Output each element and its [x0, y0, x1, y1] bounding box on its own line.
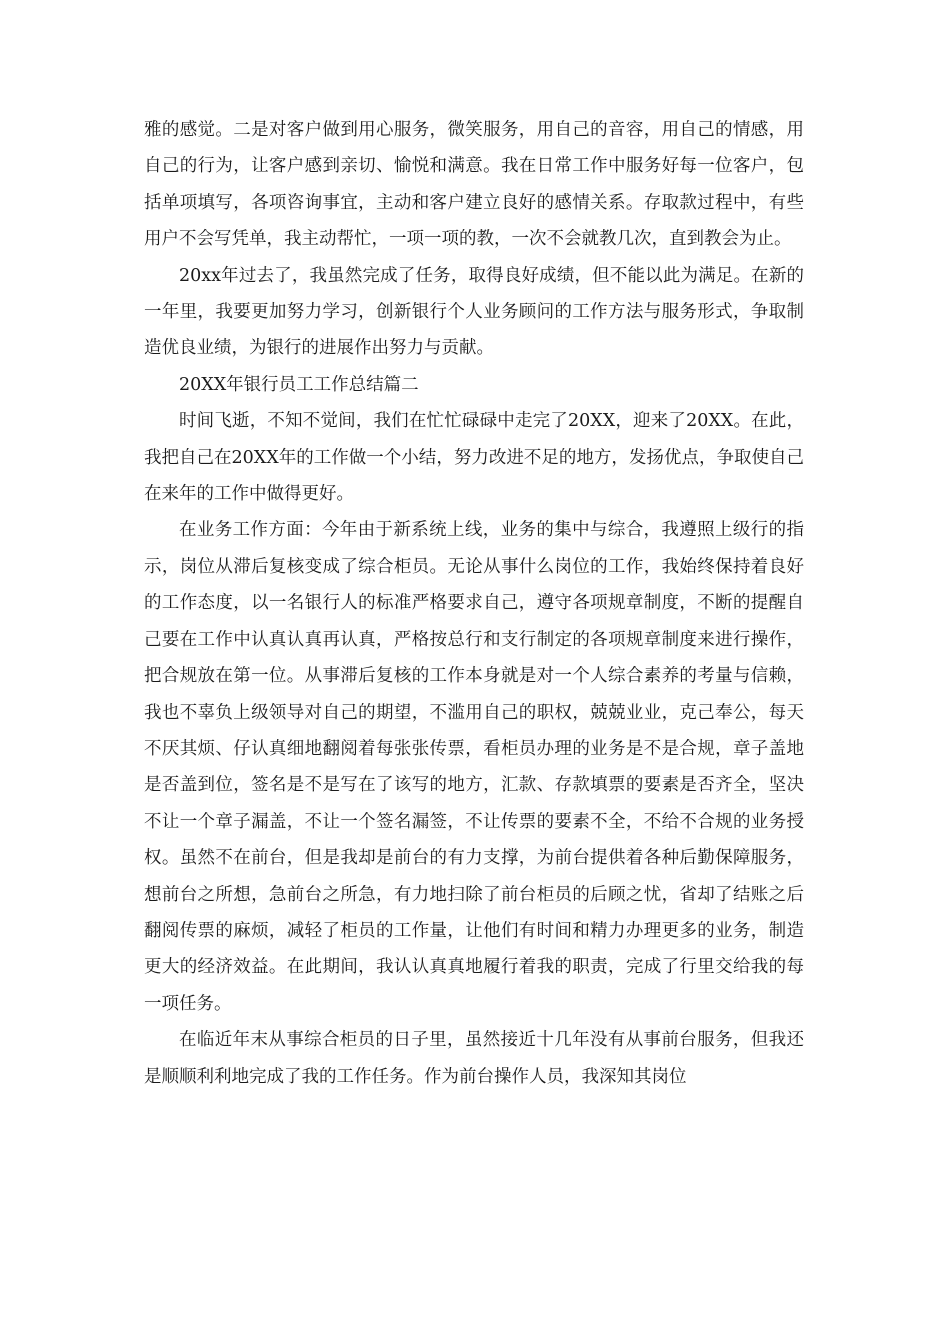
paragraph-business-work: 在业务工作方面：今年由于新系统上线，业务的集中与综合，我遵照上级行的指示，岗位从滞后复核变成了综合柜员。无论从事什么岗位的工作，我始终保持着良好的工作态度，以一名银行人的标准严格要求自己，遵守各项规章制度，不断的提醒自己要在工作中认真认真再认真，严格按总行和支行制定的各项规章制度来进行操作，把合规放在第一位。从事滞后复核的工作本身就是对一个人综合素养的考量与信赖，我也不辜负上级领导对自己的期望，不滥用自己的职权，兢兢业业，克己奉公，每天不厌其烦、仔认真细地翻阅着每张张传票，看柜员办理的业务是不是合规，章子盖地是否盖到位，签名是不是写在了该写的地方，汇款、存款填票的要素是否齐全，坚决不让一个章子漏盖，不让一个签名漏签，不让传票的要素不全，不给不合规的业务授权。虽然不在前台，但是我却是前台的有力支撑，为前台提供着各种后勤保障服务，想前台之所想，急前台之所急，有力地扫除了前台柜员的后顾之忧，省却了结账之后翻阅传票的麻烦，减轻了柜员的工作量，让他们有时间和精力办理更多的业务，制造更大的经济效益。在此期间，我认认真真地履行着我的职责，完成了行里交给我的每一项任务。: [144, 520, 804, 1014]
document-page: [144, 112, 804, 1095]
section-heading: 20XX年银行员工工作总结篇二: [179, 374, 419, 395]
paragraph-year-summary: 20xx年过去了，我虽然完成了任务，取得良好成绩，但不能以此为满足。在新的一年里，我要更加努力学习，创新银行个人业务顾问的工作方法与服务形式，争取制造优良业绩，为银行的进展作出努力与贡献。: [144, 265, 804, 359]
paragraph-service-attitude: 雅的感觉。二是对客户做到用心服务，微笑服务，用自己的音容，用自己的情感，用自己的行为，让客户感到亲切、愉悦和满意。我在日常工作中服务好每一位客户，包括单项填写，各项咨询事宜，主动和客户建立良好的感情关系。存取款过程中，有些用户不会写凭单，我主动帮忙，一项一项的教，一次不会就教几次，直到教会为止。: [144, 120, 804, 250]
paragraph-teller-work: 在临近年末从事综合柜员的日子里，虽然接近十几年没有从事前台服务，但我还是顺顺利利地完成了我的工作任务。作为前台操作人员，我深知其岗位: [144, 1030, 804, 1087]
paragraph-intro: 时间飞逝，不知不觉间，我们在忙忙碌碌中走完了20XX，迎来了20XX。在此，我把自己在20XX年的工作做一个小结，努力改进不足的地方，发扬优点，争取使自己在来年的工作中做得更好。: [144, 411, 804, 505]
